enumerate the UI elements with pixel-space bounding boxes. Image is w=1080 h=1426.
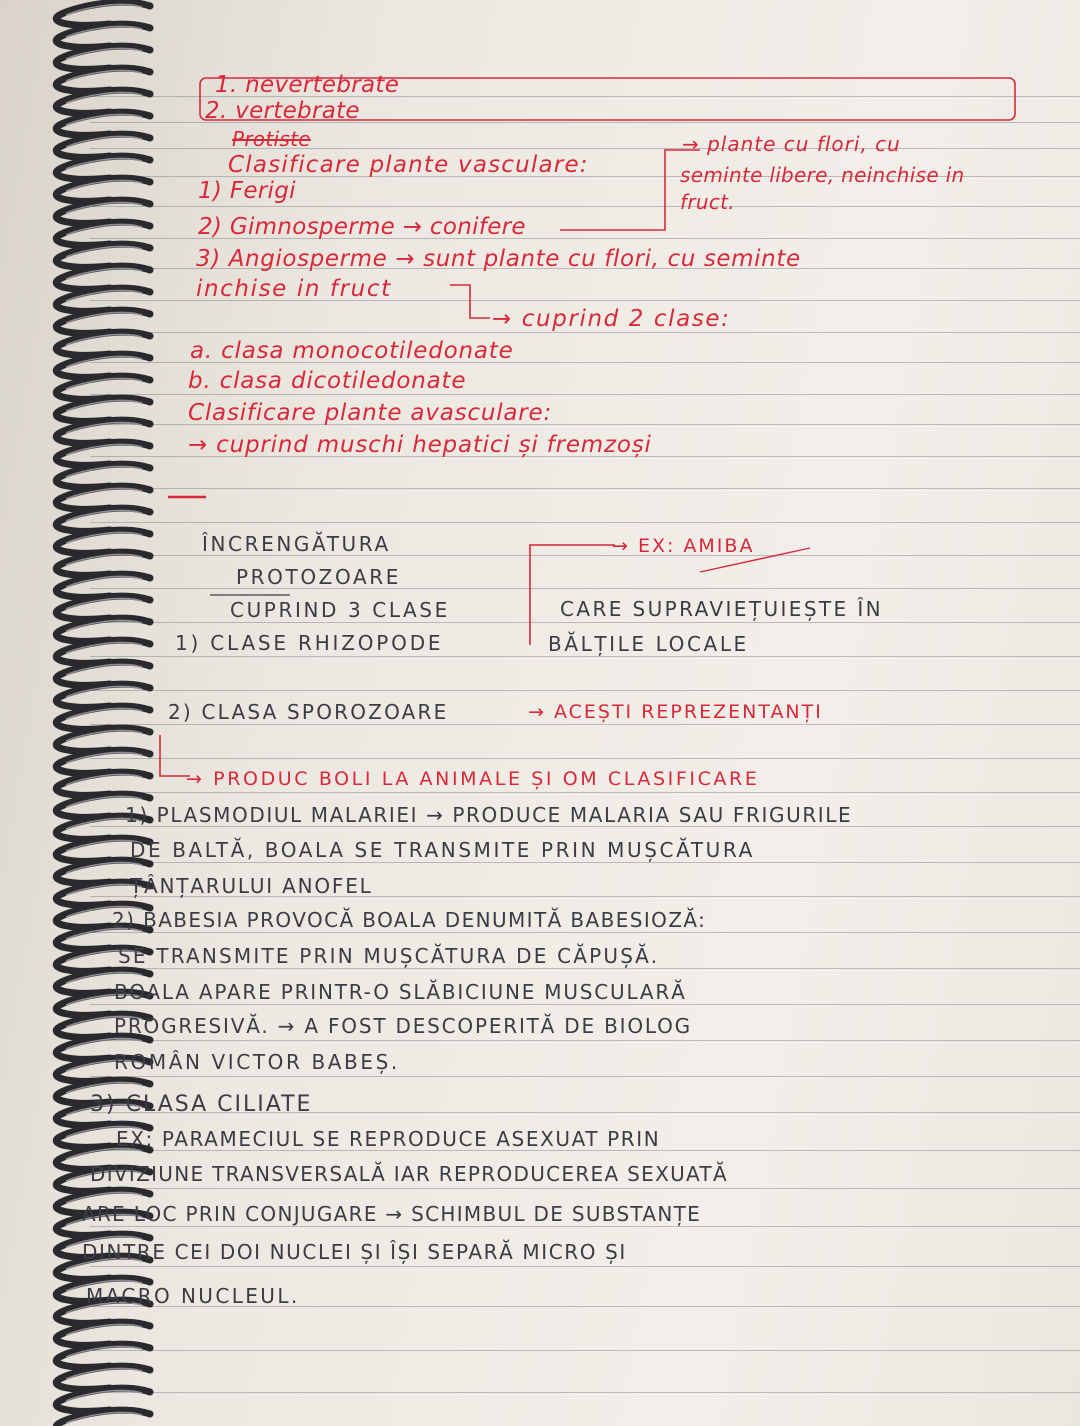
note-line: DIVIZIUNE TRANSVERSALĂ IAR REPRODUCEREA SEXUATĂ	[90, 1162, 728, 1186]
note-line: → EX: AMIBA	[612, 535, 755, 557]
note-line: EX: PARAMECIUL SE REPRODUCE ASEXUAT PRIN	[116, 1127, 661, 1151]
note-line: 3) Angiosperme → sunt plante cu flori, cu seminte	[196, 246, 801, 272]
note-line: ȚÂNȚARULUI ANOFEL	[130, 874, 373, 898]
note-line: → plante cu flori, cu	[682, 132, 901, 156]
note-line: ARE LOC PRIN CONJUGARE → SCHIMBUL DE SUBSTANȚE	[82, 1202, 702, 1226]
note-line: ÎNCRENGĂTURA	[202, 532, 391, 556]
note-line: Protiste	[232, 127, 311, 151]
note-line: 1) PLASMODIUL MALARIEI → PRODUCE MALARIA SAU FRIGURILE	[125, 803, 853, 827]
note-line: MACRO NUCLEUL.	[86, 1284, 300, 1308]
note-line: seminte libere, neinchise in	[680, 163, 965, 187]
note-line: 2. vertebrate	[205, 98, 360, 124]
note-line: CUPRIND 3 CLASE	[230, 598, 450, 622]
note-line: BOALA APARE PRINTR-O SLĂBICIUNE MUSCULARĂ	[114, 980, 687, 1004]
note-line: fruct.	[680, 190, 735, 214]
note-line: b. clasa dicotiledonate	[188, 368, 467, 394]
note-line: 1) CLASE RHIZOPODE	[175, 631, 444, 655]
note-line: → cuprind muschi hepatici și fremzoși	[188, 432, 652, 458]
note-line: 2) CLASA SPOROZOARE	[168, 700, 449, 724]
note-line: 3) CLASA CILIATE	[90, 1092, 313, 1117]
note-line: 2) BABESIA PROVOCĂ BOALA DENUMITĂ BABESIOZĂ:	[112, 908, 707, 932]
note-line: a. clasa monocotiledonate	[190, 338, 514, 364]
note-line: Clasificare plante vasculare:	[228, 152, 589, 178]
note-line: BĂLȚILE LOCALE	[548, 632, 749, 656]
note-line: → cuprind 2 clase:	[492, 306, 731, 332]
note-line: SE TRANSMITE PRIN MUȘCĂTURA DE CĂPUȘĂ.	[118, 944, 660, 968]
note-line: 1) Ferigi	[198, 178, 296, 204]
note-line: CARE SUPRAVIEȚUIEȘTE ÎN	[560, 597, 883, 621]
note-line: 2) Gimnosperme → conifere	[198, 214, 526, 240]
note-line: DE BALTĂ, BOALA SE TRANSMITE PRIN MUȘCĂTURA	[130, 838, 755, 862]
note-line: PROTOZOARE	[236, 565, 401, 589]
note-line: PROGRESIVĂ. → A FOST DESCOPERITĂ DE BIOLOG	[114, 1014, 692, 1038]
note-line: inchise in fruct	[196, 276, 392, 302]
note-line: 1. nevertebrate	[215, 72, 400, 98]
note-line: Clasificare plante avasculare:	[188, 400, 553, 426]
note-line: ROMÂN VICTOR BABEȘ.	[114, 1050, 400, 1074]
note-line: → PRODUC BOLI LA ANIMALE ȘI OM CLASIFICARE	[186, 768, 760, 790]
note-line: DINTRE CEI DOI NUCLEI ȘI ÎȘI SEPARĂ MICRO ȘI	[82, 1240, 627, 1264]
note-line: → ACEȘTI REPREZENTANȚI	[528, 701, 823, 723]
bracket-protozoare	[530, 545, 615, 645]
bracket-fruct	[450, 285, 490, 318]
